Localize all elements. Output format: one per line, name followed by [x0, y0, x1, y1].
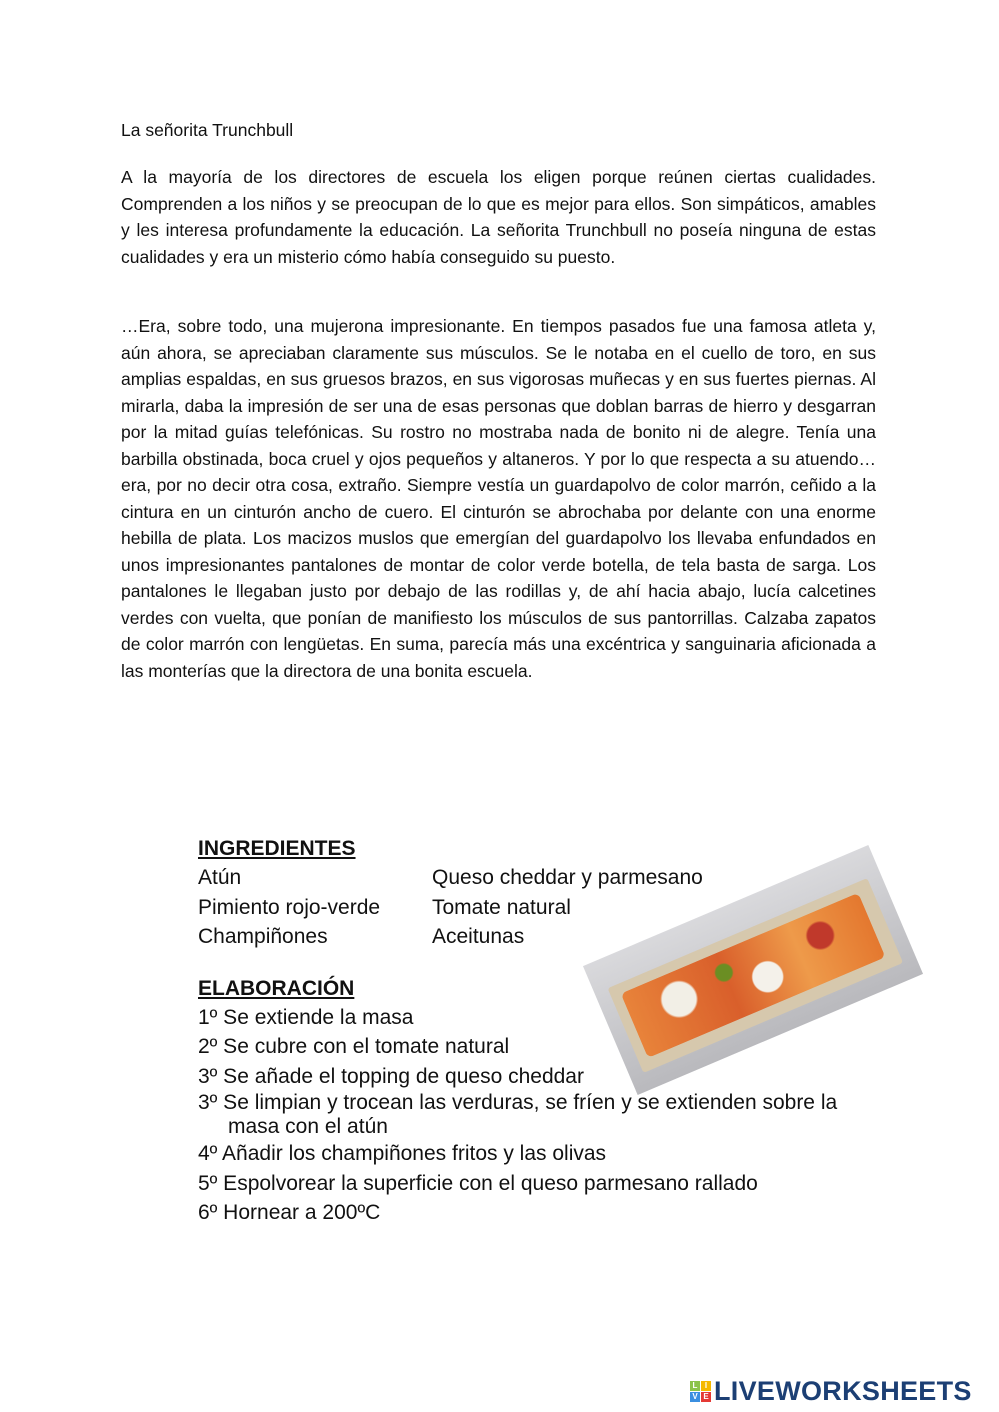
liveworksheets-logo: [690, 1376, 972, 1407]
step: 3º Se limpian y trocean las verduras, se fríen y se extienden sobre la: [198, 1091, 838, 1115]
logo-letter: V: [690, 1392, 700, 1402]
ingredient: Tomate natural: [432, 895, 571, 919]
logo-text: LIVEWORKSHEETS: [714, 1376, 972, 1406]
ingredient: Champiñones: [198, 925, 328, 949]
step: 6º Hornear a 200ºC: [198, 1201, 381, 1225]
story-title: La señorita Trunchbull: [121, 120, 294, 140]
step: 5º Espolvorear la superficie con el queso parmesano rallado: [198, 1171, 758, 1195]
logo-letter: I: [701, 1381, 711, 1391]
ingredient: Pimiento rojo-verde: [198, 895, 381, 919]
steps-heading: ELABORACIÓN: [198, 976, 355, 1000]
ingredient: Atún: [198, 866, 242, 890]
logo-icon: [690, 1381, 711, 1402]
logo-letter: E: [701, 1392, 711, 1402]
logo-letter: L: [690, 1381, 700, 1391]
ingredient: Queso cheddar y parmesano: [432, 866, 703, 890]
ingredients-heading: INGREDIENTES: [198, 837, 356, 860]
paragraph-1: A la mayoría de los directores de escuela los eligen porque reúnen ciertas cualidades. Comprenden a los niños y se preocupan de lo que es mejor para ellos. Son simpáticos, amables y les interesa profundamente la educación. La señorita Trunchbull no poseía ninguna de estas cualidades y era un misterio cómo había conseguido su puesto.: [121, 167, 876, 267]
ingredient-row: [198, 863, 837, 892]
step: 2º Se cubre con el tomate natural: [198, 1035, 510, 1059]
paragraph-2: …Era, sobre todo, una mujerona impresionante. En tiempos pasados fue una famosa atleta y, aún ahora, se apreciaban claramente sus músculos. Se le notaba en el cuello de toro, en sus amplias espaldas, en sus gruesos brazos, en sus vigorosas muñecas y en sus fuertes piernas. Al mirarla, daba la impresión de ser una de esas personas que doblan barras de hierro y desgarran por la mitad guías telefónicas. Su rostro no mostraba nada de bonito ni de alegre. Tenía una barbilla obstinada, boca cruel y ojos pequeños y altaneros. Y por lo que respecta a su atuendo… era, por no decir otra cosa, extraño. Siempre vestía un guardapolvo de color marrón, ceñido a la cintura en un cinturón ancho de cuero. El cinturón se abrochaba por delante con una enorme hebilla de plata. Los macizos muslos que emergían del guardapolvo los llevaba enfundados en unos impresionantes pantalones de montar de color verde botella, de tela basta de sarga. Los pantalones le llegaban justo por debajo de las rodillas y, de ahí hacia abajo, lucía calcetines verdes con vuelta, que ponían de manifiesto los músculos de sus pantorrillas. Calzaba zapatos de color marrón con lengüetas. En suma, parecía más una excéntrica y sanguinaria aficionada a las monterías que la directora de una bonita escuela.: [121, 316, 876, 681]
step: 3º Se añade el topping de queso cheddar: [198, 1064, 584, 1088]
step: 1º Se extiende la masa: [198, 1006, 414, 1030]
ingredient: Aceitunas: [432, 925, 525, 949]
step: 4º Añadir los champiñones fritos y las olivas: [198, 1142, 607, 1166]
step-continuation: masa con el atún: [228, 1115, 388, 1139]
